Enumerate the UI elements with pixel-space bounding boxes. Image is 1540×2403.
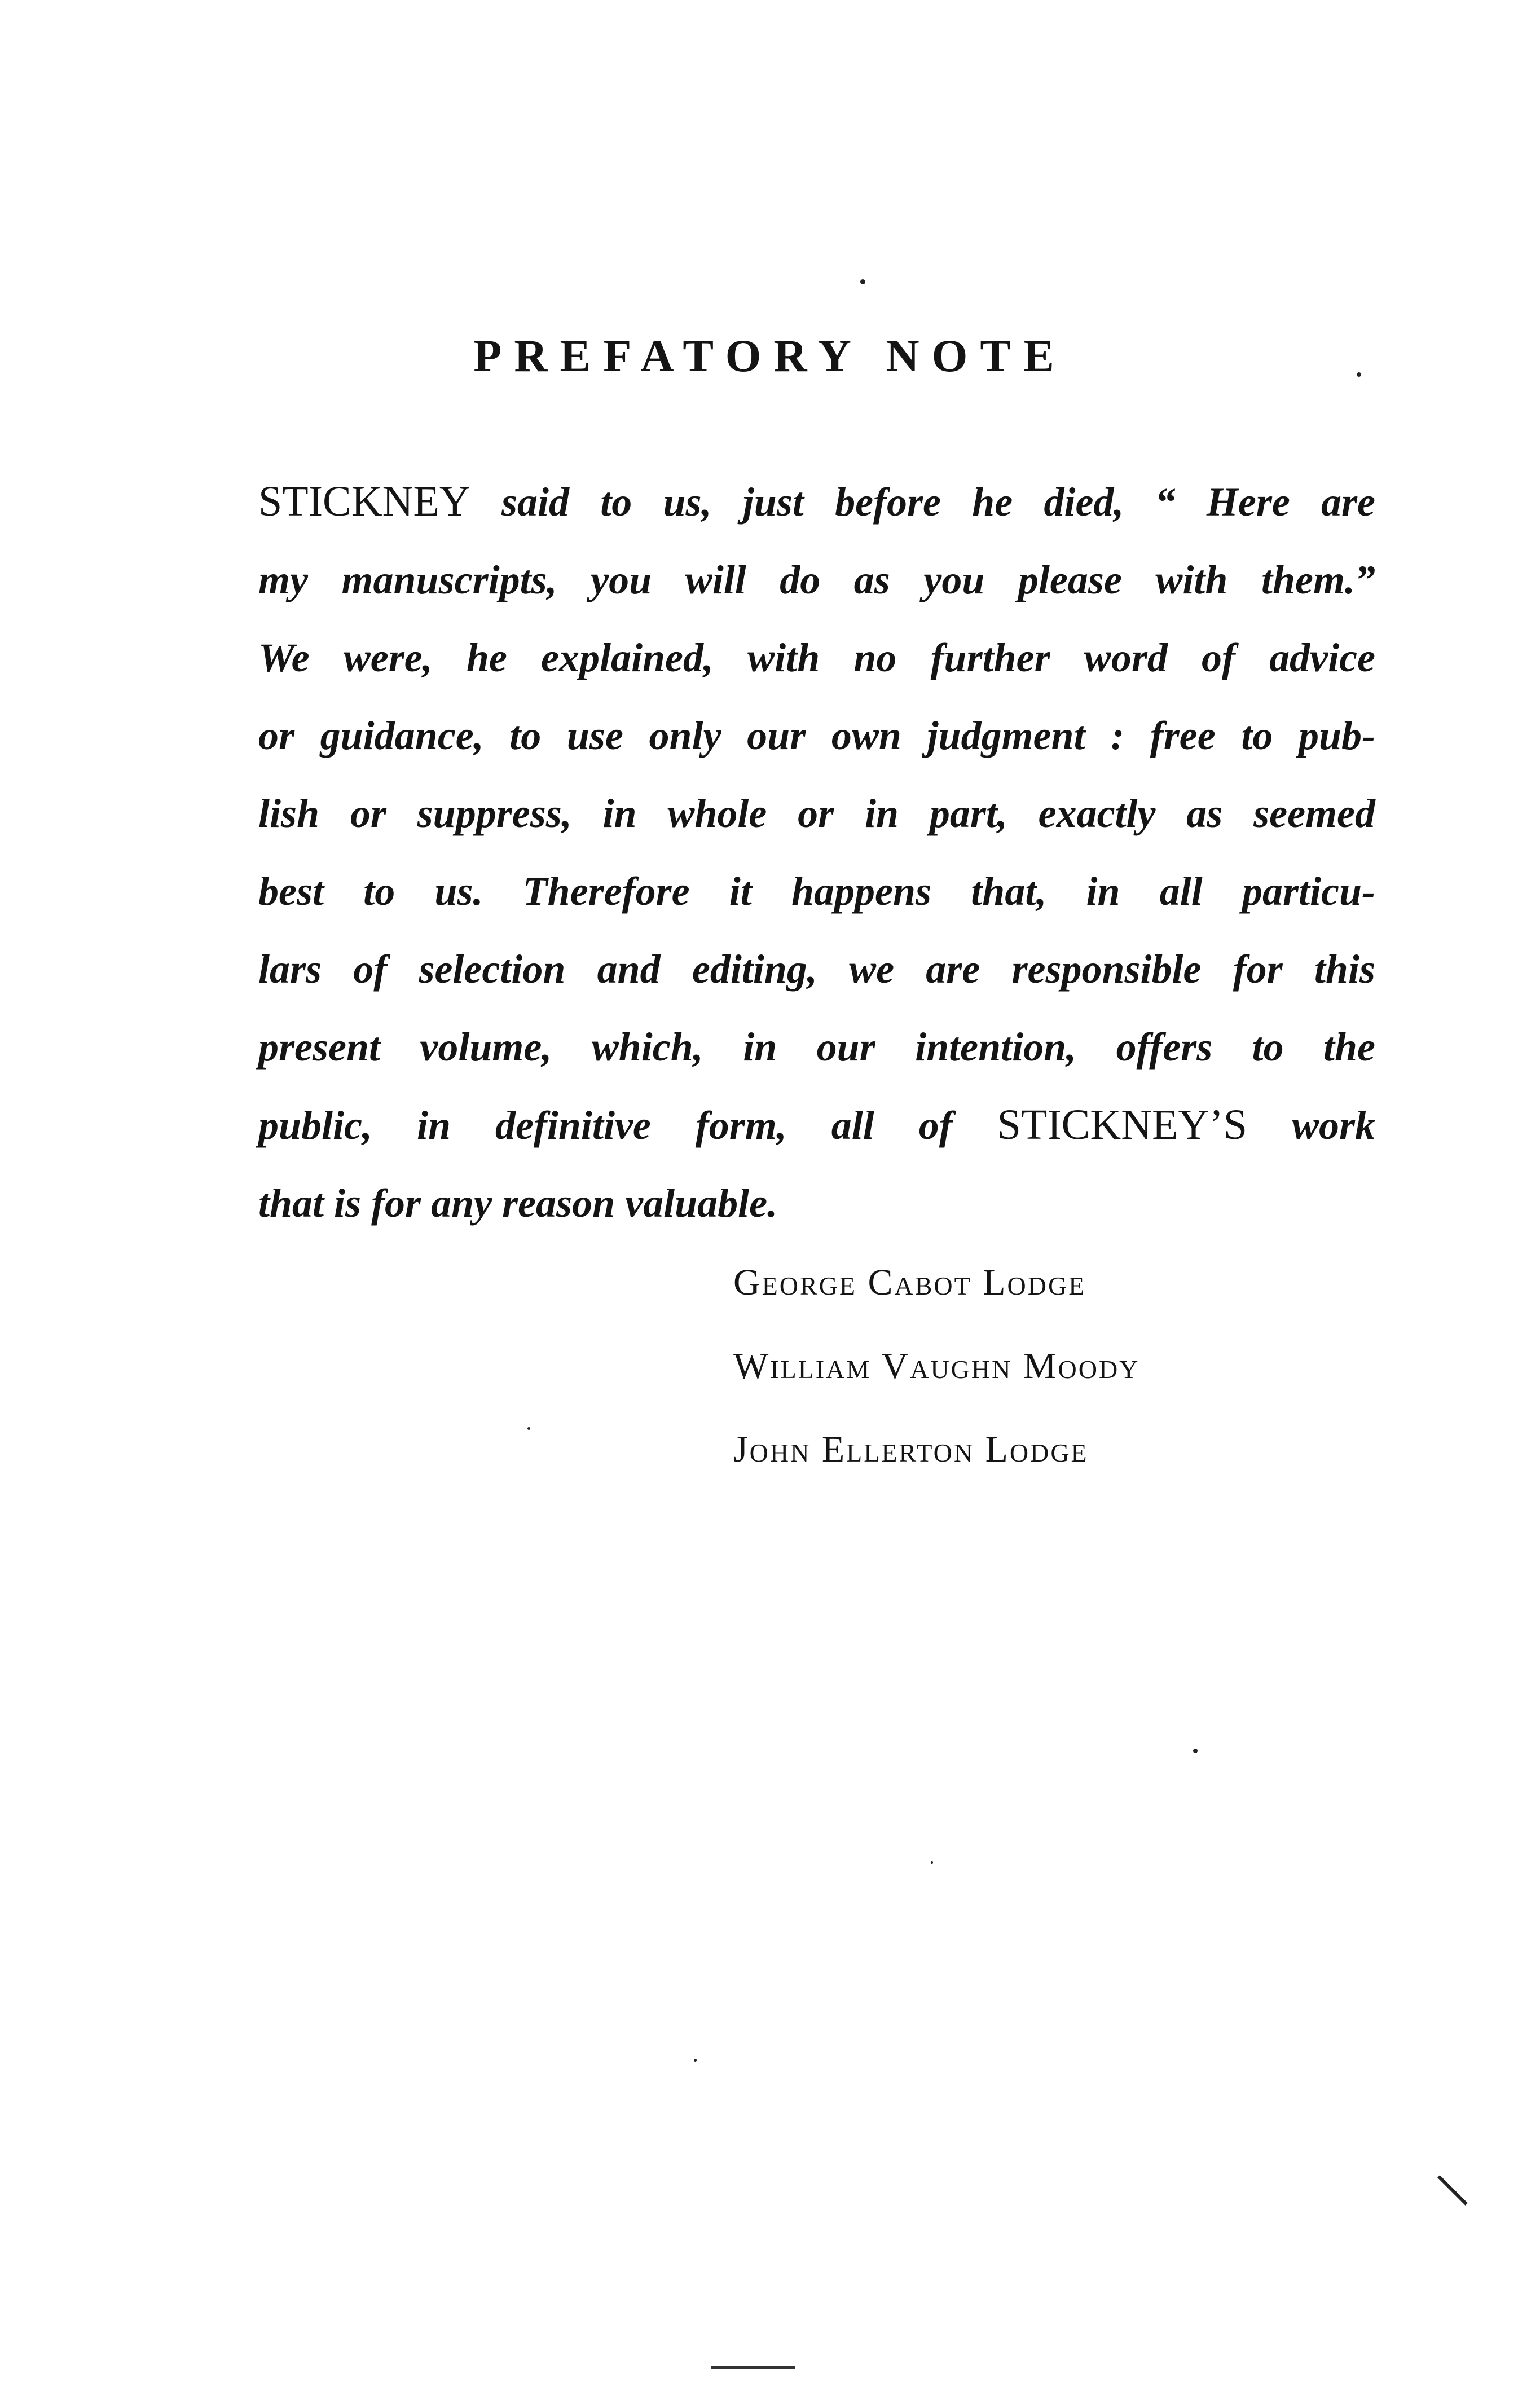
scan-speck	[694, 2059, 697, 2062]
scan-speck	[860, 279, 865, 284]
page-title: PREFATORY NOTE	[473, 330, 1067, 381]
author-name: STICKNEY’S	[997, 1101, 1247, 1148]
paragraph-line: present volume, which, in our intention, offers to the	[258, 1024, 1375, 1070]
prefatory-paragraph	[258, 463, 1375, 1242]
paragraph-line: public, in definitive form, all of STICKNEY’S work	[258, 1101, 1375, 1148]
scan-speck	[1357, 372, 1361, 377]
scan-mark	[1437, 2175, 1468, 2206]
signature-name: William Vaughn Moody	[733, 1345, 1140, 1387]
paragraph-line: or guidance, to use only our own judgment : free to pub-	[258, 713, 1375, 758]
scan-speck	[1193, 1749, 1198, 1753]
signature-name: John Ellerton Lodge	[733, 1429, 1089, 1470]
paragraph-line: lish or suppress, in whole or in part, exactly as seemed	[258, 791, 1375, 836]
paragraph-line: my manuscripts, you will do as you please with them.”	[258, 557, 1375, 602]
paragraph-line: that is for any reason valuable.	[258, 1181, 778, 1226]
scan-speck	[527, 1427, 530, 1430]
signature-block	[733, 1241, 1139, 1491]
scan-speck	[931, 1861, 933, 1864]
paragraph-line: best to us. Therefore it happens that, in all particu-	[258, 869, 1375, 914]
author-name: STICKNEY	[258, 478, 470, 525]
paragraph-line: STICKNEY said to us, just before he died, “ Here are	[258, 478, 1375, 525]
signature-name: George Cabot Lodge	[733, 1262, 1086, 1303]
paragraph-line: We were, he explained, with no further word of advice	[258, 635, 1375, 680]
paragraph-line: lars of selection and editing, we are responsible for this	[258, 947, 1375, 992]
footer-rule	[711, 2366, 795, 2369]
